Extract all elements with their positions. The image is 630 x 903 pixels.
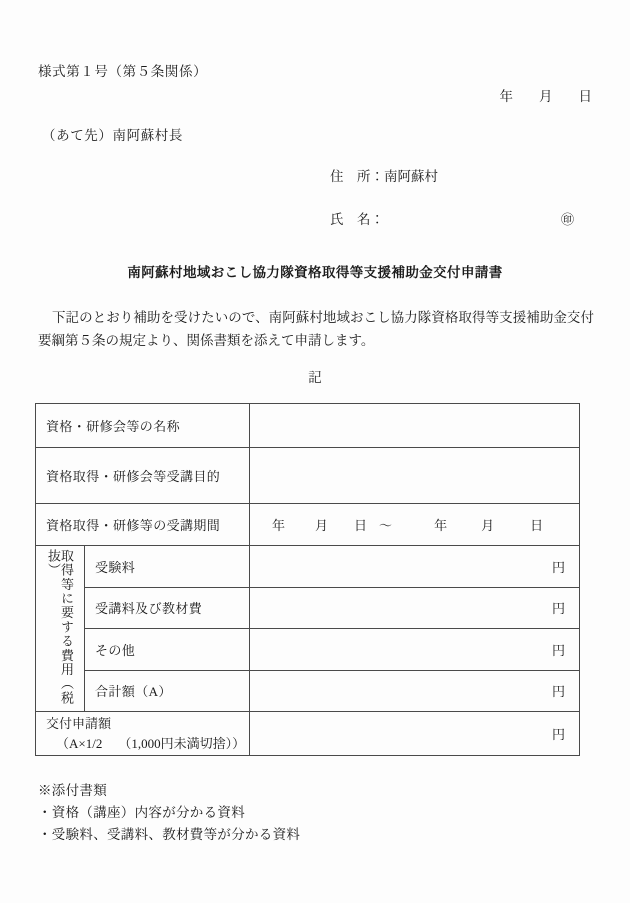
expense-label-other: その他 — [85, 629, 250, 671]
date-line — [0, 85, 592, 105]
row-label-purpose: 資格取得・研修会等受講目的 — [36, 448, 250, 504]
notes-heading: ※添付書類 — [38, 783, 107, 798]
currency-unit: 円 — [551, 727, 565, 742]
currency-unit: 円 — [551, 642, 565, 658]
date-day: 日 — [578, 89, 592, 104]
seal-icon: ㊞ — [560, 212, 574, 227]
period-to-month: 月 — [481, 518, 495, 533]
currency-unit: 円 — [551, 559, 565, 575]
notes-item: ・受験料、受講料、教材費等が分かる資料 — [38, 827, 301, 842]
table-row — [36, 629, 580, 671]
form-number: 様式第１号（第５条関係） — [38, 64, 208, 79]
row-label-grant-amount — [36, 712, 250, 756]
row-value-period[interactable] — [250, 504, 580, 546]
period-tilde: ～ — [379, 518, 393, 533]
application-table — [35, 403, 580, 756]
name-label: 氏 名： — [330, 212, 384, 227]
period-to-day: 日 — [530, 518, 544, 533]
grant-label-line1: 交付申請額 — [46, 715, 112, 731]
period-from-year: 年 — [272, 518, 286, 533]
expense-label-exam-fee: 受験料 — [85, 546, 250, 588]
body-paragraph: 下記のとおり補助を受けたいので、南阿蘇村地域おこし協力隊資格取得等支援補助金交付要綱第５条の規定より、関係書類を添えて申請します。 — [38, 310, 594, 348]
period-from-day: 日 — [354, 518, 368, 533]
date-month: 月 — [539, 89, 553, 104]
row-label-name: 資格・研修会等の名称 — [36, 404, 250, 448]
currency-unit: 円 — [551, 601, 565, 617]
table-row — [36, 712, 580, 756]
row-value-purpose[interactable] — [250, 448, 580, 504]
expense-label-total: 合計額（A） — [85, 670, 250, 712]
expense-group-label: 取得等に要する費用（税抜） — [36, 546, 85, 712]
page-title: 南阿蘇村地域おこし協力隊資格取得等支援補助金交付申請書 — [127, 265, 503, 280]
row-value-grant-amount[interactable] — [250, 712, 580, 756]
notes-item: ・資格（講座）内容が分かる資料 — [38, 805, 245, 820]
applicant-address-row — [330, 165, 580, 208]
addressee-line: （あて先）南阿蘇村長 — [42, 128, 183, 143]
applicant-block — [330, 165, 580, 251]
row-label-period: 資格取得・研修等の受講期間 — [36, 504, 250, 546]
table-row — [36, 504, 580, 546]
grant-label-line2: （A×1/2 （1,000円未満切捨）） — [56, 735, 246, 751]
ki-marker: 記 — [308, 370, 322, 385]
table-row — [36, 448, 580, 504]
row-value-name[interactable] — [250, 404, 580, 448]
period-from-month: 月 — [315, 518, 329, 533]
address-label: 住 所： — [330, 169, 384, 184]
currency-unit: 円 — [551, 684, 565, 700]
expense-value-other[interactable] — [250, 629, 580, 671]
period-fields — [250, 515, 579, 534]
period-to-year: 年 — [434, 518, 448, 533]
table-row — [36, 546, 580, 588]
expense-value-tuition-materials[interactable] — [250, 587, 580, 629]
table-row — [36, 587, 580, 629]
attachment-notes — [38, 780, 300, 846]
applicant-name-row — [330, 208, 580, 251]
table-row — [36, 404, 580, 448]
expense-value-total[interactable] — [250, 670, 580, 712]
expense-label-tuition-materials: 受講料及び教材費 — [85, 587, 250, 629]
expense-value-exam-fee[interactable] — [250, 546, 580, 588]
address-value: 南阿蘇村 — [384, 169, 438, 184]
table-row — [36, 670, 580, 712]
date-year: 年 — [499, 89, 513, 104]
